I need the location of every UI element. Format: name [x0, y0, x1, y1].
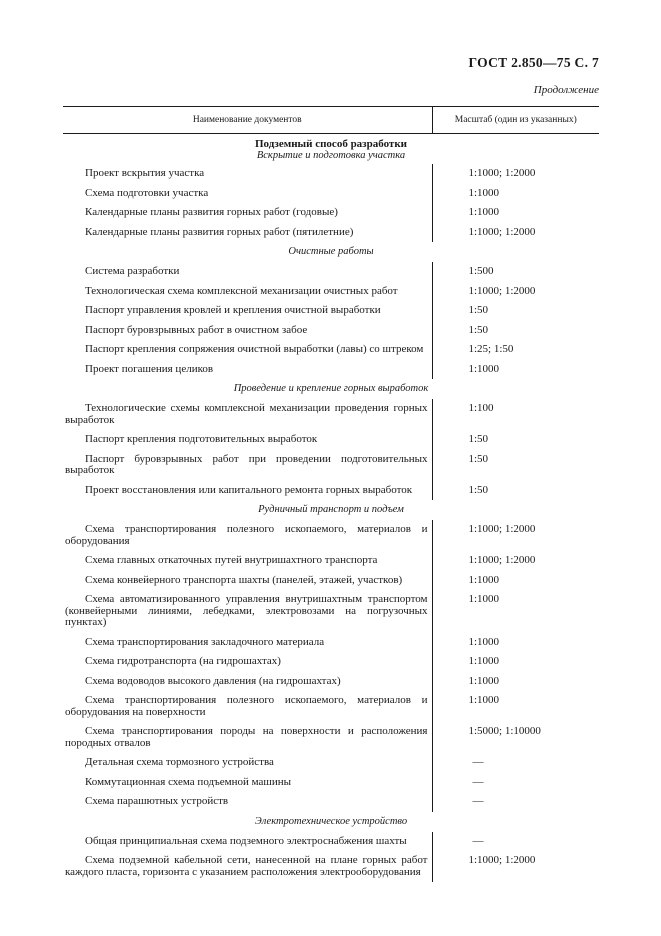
table-row — [63, 481, 599, 501]
table-row — [63, 551, 599, 571]
document-scale: 1:5000; 1:10000 — [468, 725, 541, 737]
table-row — [63, 652, 599, 672]
document-name: Схема гидротранспорта (на гидрошахтах) — [63, 652, 432, 672]
table-header-row — [63, 107, 599, 134]
group-stoping — [63, 262, 599, 379]
subsection-row — [63, 379, 599, 399]
document-scale: 1:1000; 1:2000 — [468, 225, 536, 238]
document-name: Паспорт буровзрывных работ в очистном забое — [63, 321, 432, 341]
group-transport — [63, 520, 599, 812]
column-header-scale: Масштаб (один из указанных) — [432, 107, 599, 134]
table-row — [63, 262, 599, 282]
document-scale: 1:50 — [468, 304, 489, 316]
document-name: Общая принципиальная схема подземного электроснабжения шахты — [63, 832, 432, 852]
subsection-row — [63, 812, 599, 832]
document-scale: 1:1000 — [468, 593, 500, 605]
document-name: Паспорт управления кровлей и крепления очистной выработки — [63, 301, 432, 321]
table-row — [63, 590, 599, 633]
table-row — [63, 203, 599, 223]
document-scale: 1:500 — [468, 265, 494, 277]
document-name: Схема транспортирования закладочного материала — [63, 633, 432, 653]
section-title: Подземный способ разработки — [254, 138, 408, 150]
group-electrical — [63, 832, 599, 883]
table-row — [63, 520, 599, 551]
document-name: Схема главных откаточных путей внутришахтного транспорта — [63, 551, 432, 571]
document-scale: 1:50 — [468, 433, 489, 445]
table-row — [63, 399, 599, 430]
document-name: Календарные планы развития горных работ (годовые) — [63, 203, 432, 223]
document-name: Схема подготовки участка — [63, 184, 432, 204]
table-row — [63, 430, 599, 450]
group-opening — [63, 164, 599, 242]
subsection-title: Очистные работы — [288, 246, 374, 257]
table-row — [63, 773, 599, 793]
document-name: Паспорт крепления сопряжения очистной выработки (лавы) со штреком — [63, 340, 432, 360]
subsection-title: Проведение и крепление горных выработок — [233, 383, 429, 394]
subsection-title: Рудничный транспорт и подъем — [258, 504, 404, 515]
document-scale: 1:1000; 1:2000 — [468, 523, 536, 535]
document-name: Схема подземной кабельной сети, нанесенной на плане горных работ каждого пласта, горизонта с указанием расположения электрооборудования — [63, 851, 432, 882]
document-name: Проект восстановления или капитального ремонта горных выработок — [63, 481, 432, 501]
document-name: Схема транспортирования полезного ископаемого, материалов и оборудования на поверхности — [63, 691, 432, 722]
document-name: Паспорт буровзрывных работ при проведении подготовительных выработок — [63, 450, 432, 481]
table-row — [63, 691, 599, 722]
section-subtitle-row — [63, 150, 599, 164]
table-row — [63, 360, 599, 380]
document-scale: 1:1000 — [468, 186, 500, 199]
documents-table — [63, 106, 599, 882]
document-name: Паспорт крепления подготовительных выработок — [63, 430, 432, 450]
subsection-title: Электротехническое устройство — [254, 815, 408, 827]
document-name: Технологические схемы комплексной механизации проведения горных выработок — [63, 399, 432, 430]
document-scale: — — [472, 756, 484, 768]
document-name: Схема конвейерного транспорта шахты (панелей, этажей, участков) — [63, 571, 432, 591]
document-scale: 1:1000; 1:2000 — [468, 554, 536, 566]
document-scale: 1:50 — [468, 323, 489, 336]
group-development — [63, 399, 599, 500]
document-scale: 1:1000; 1:2000 — [468, 284, 536, 297]
document-scale: 1:1000; 1:2000 — [468, 167, 536, 179]
continuation-label: Продолжение — [533, 84, 599, 96]
document-scale: 1:50 — [468, 452, 489, 465]
document-scale: 1:1000 — [468, 362, 500, 375]
document-name: Детальная схема тормозного устройства — [63, 753, 432, 773]
document-name: Схема водоводов высокого давления (на гидрошахтах) — [63, 672, 432, 692]
table-row — [63, 164, 599, 184]
table-row — [63, 571, 599, 591]
document-name: Проект погашения целиков — [63, 360, 432, 380]
document-scale: 1:1000 — [468, 206, 500, 218]
table-row — [63, 851, 599, 882]
table-row — [63, 223, 599, 243]
document-scale: — — [472, 795, 484, 807]
table-row — [63, 672, 599, 692]
document-name: Схема транспортирования породы на поверхности и расположения породных отвалов — [63, 722, 432, 753]
column-header-name: Наименование документов — [63, 107, 432, 134]
document-name: Календарные планы развития горных работ (пятилетние) — [63, 223, 432, 243]
table-row — [63, 321, 599, 341]
document-name: Схема парашютных устройств — [63, 792, 432, 812]
subsection-row — [63, 242, 599, 262]
document-scale: 1:1000 — [468, 573, 500, 586]
document-scale: 1:1000 — [468, 674, 500, 687]
document-name: Технологическая схема комплексной механизации очистных работ — [63, 282, 432, 302]
section-title-row — [63, 134, 599, 151]
table-row — [63, 792, 599, 812]
table-row — [63, 832, 599, 852]
table-row — [63, 184, 599, 204]
document-scale: 1:50 — [468, 483, 489, 496]
table-row — [63, 753, 599, 773]
document-scale: 1:1000 — [468, 635, 500, 648]
document-name: Схема автоматизированного управления внутришахтным транспортом (конвейерными линиями, лебедками, электровозами на погрузочных пунктах) — [63, 590, 432, 633]
page-header: ГОСТ 2.850—75 С. 7 — [468, 55, 599, 70]
document-scale: 1:1000 — [468, 655, 500, 667]
table-row — [63, 282, 599, 302]
document-scale: 1:1000 — [468, 694, 500, 706]
table-row — [63, 722, 599, 753]
document-scale: 1:100 — [468, 402, 494, 414]
document-name: Коммутационная схема подъемной машины — [63, 773, 432, 793]
document-scale: 1:25; 1:50 — [468, 343, 514, 355]
subsection-row — [63, 500, 599, 520]
table-row — [63, 301, 599, 321]
document-scale: 1:1000; 1:2000 — [468, 854, 536, 866]
document-scale: — — [472, 775, 484, 788]
document-name: Схема транспортирования полезного ископаемого, материалов и оборудования — [63, 520, 432, 551]
document-scale: — — [472, 834, 484, 847]
document-name: Проект вскрытия участка — [63, 164, 432, 184]
document-name: Система разработки — [63, 262, 432, 282]
table-row — [63, 450, 599, 481]
table-row — [63, 340, 599, 360]
table-row — [63, 633, 599, 653]
section-subtitle: Вскрытие и подготовка участка — [256, 150, 406, 161]
